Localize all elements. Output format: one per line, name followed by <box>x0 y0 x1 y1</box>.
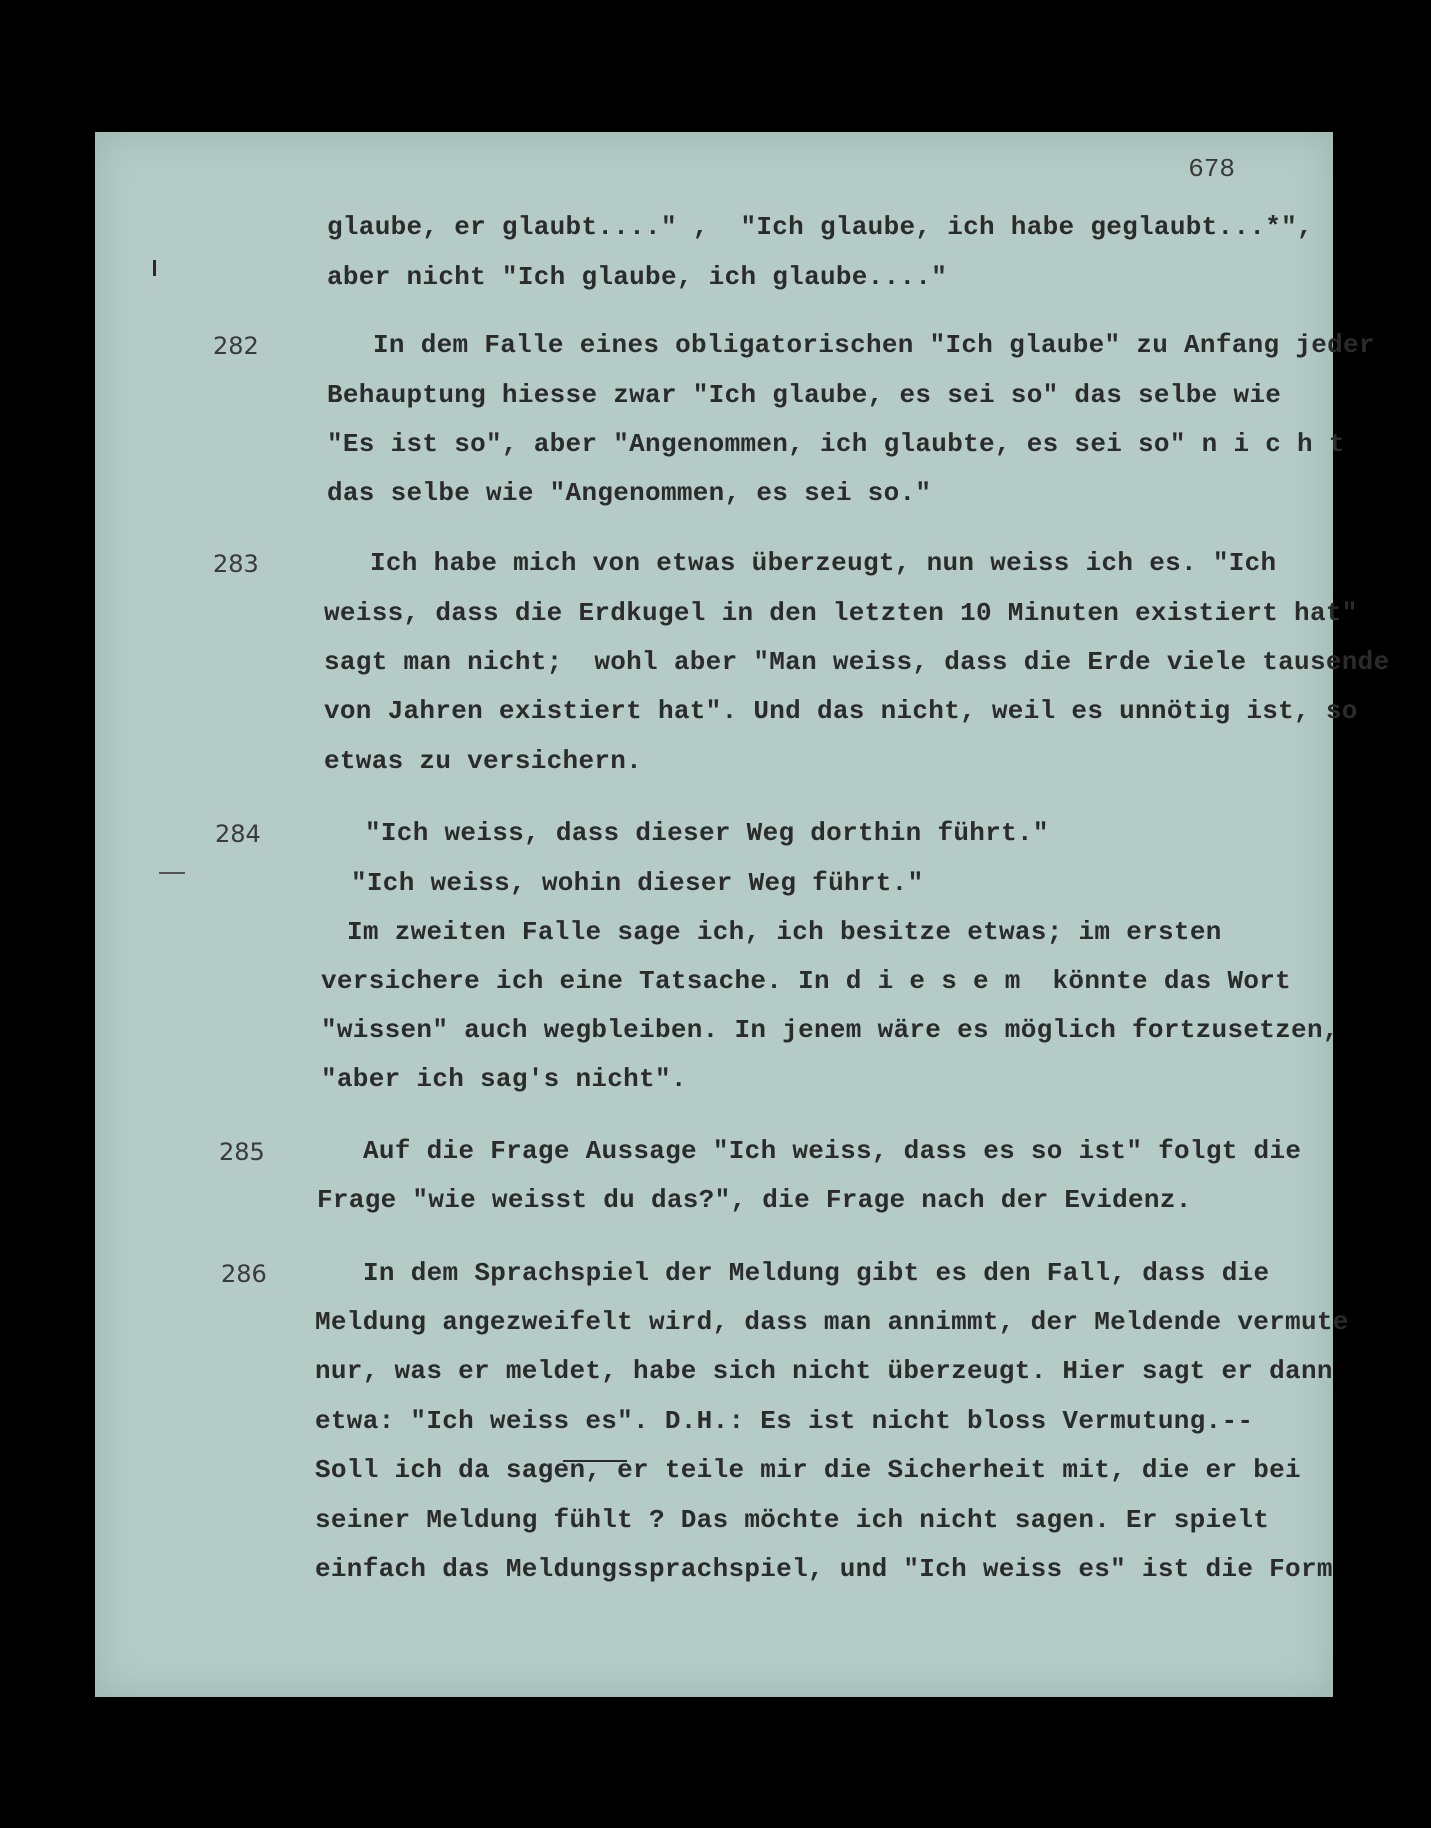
text-line: einfach das Meldungssprachspiel, und "Ich weiss es" ist die Form <box>315 1554 1333 1584</box>
text-line: Behauptung hiesse zwar "Ich glaube, es sei so" das selbe wie <box>327 380 1282 410</box>
margin-mark <box>159 872 185 874</box>
text-line: Soll ich da sagen, er teile mir die Sicherheit mit, die er bei <box>315 1455 1301 1485</box>
text-line: Meldung angezweifelt wird, dass man annimmt, der Meldende vermute <box>315 1307 1349 1337</box>
section-number-282: 282 <box>213 332 259 360</box>
section-number-286: 286 <box>221 1260 267 1288</box>
text-line: Im zweiten Falle sage ich, ich besitze etwas; im ersten <box>347 917 1222 947</box>
text-line: versichere ich eine Tatsache. In d i e s e m könnte das Wort <box>321 966 1292 996</box>
text-line: aber nicht "Ich glaube, ich glaube...." <box>327 262 948 292</box>
margin-mark <box>153 260 156 276</box>
text-line: nur, was er meldet, habe sich nicht überzeugt. Hier sagt er dann <box>315 1356 1333 1386</box>
text-line: Ich habe mich von etwas überzeugt, nun weiss ich es. "Ich <box>370 548 1277 578</box>
page-number: 678 <box>1188 154 1235 184</box>
section-number-284: 284 <box>215 820 261 848</box>
text-line: "wissen" auch wegbleiben. In jenem wäre es möglich fortzusetzen, <box>321 1015 1339 1045</box>
document-page <box>95 132 1390 1697</box>
text-line: weiss, dass die Erdkugel in den letzten 10 Minuten existiert hat" <box>324 598 1358 628</box>
text-line: glaube, er glaubt...." , "Ich glaube, ich habe geglaubt...*", <box>327 212 1313 242</box>
section-number-283: 283 <box>213 550 259 578</box>
text-line: In dem Sprachspiel der Meldung gibt es den Fall, dass die <box>363 1258 1270 1288</box>
text-line: "Es ist so", aber "Angenommen, ich glaubte, es sei so" n i c h t <box>327 429 1345 459</box>
text-line: "aber ich sag's nicht". <box>321 1064 687 1094</box>
text-line: etwa: "Ich weiss es". D.H.: Es ist nicht bloss Vermutung.-- <box>315 1406 1254 1436</box>
text-line: etwas zu versichern. <box>324 746 643 776</box>
text-line: das selbe wie "Angenommen, es sei so." <box>327 478 932 508</box>
text-line: Frage "wie weisst du das?", die Frage nach der Evidenz. <box>317 1185 1192 1215</box>
text-line: seiner Meldung fühlt ? Das möchte ich nicht sagen. Er spielt <box>315 1505 1270 1535</box>
section-number-285: 285 <box>219 1138 265 1166</box>
text-line: von Jahren existiert hat". Und das nicht, weil es unnötig ist, so <box>324 696 1358 726</box>
text-line: "Ich weiss, wohin dieser Weg führt." <box>351 868 924 898</box>
text-line: "Ich weiss, dass dieser Weg dorthin führt." <box>365 818 1049 848</box>
text-line: sagt man nicht; wohl aber "Man weiss, dass die Erde viele tausende <box>324 647 1390 677</box>
text-line: Auf die Frage Aussage "Ich weiss, dass es so ist" folgt die <box>363 1136 1302 1166</box>
text-line: In dem Falle eines obligatorischen "Ich glaube" zu Anfang jeder <box>373 330 1375 360</box>
